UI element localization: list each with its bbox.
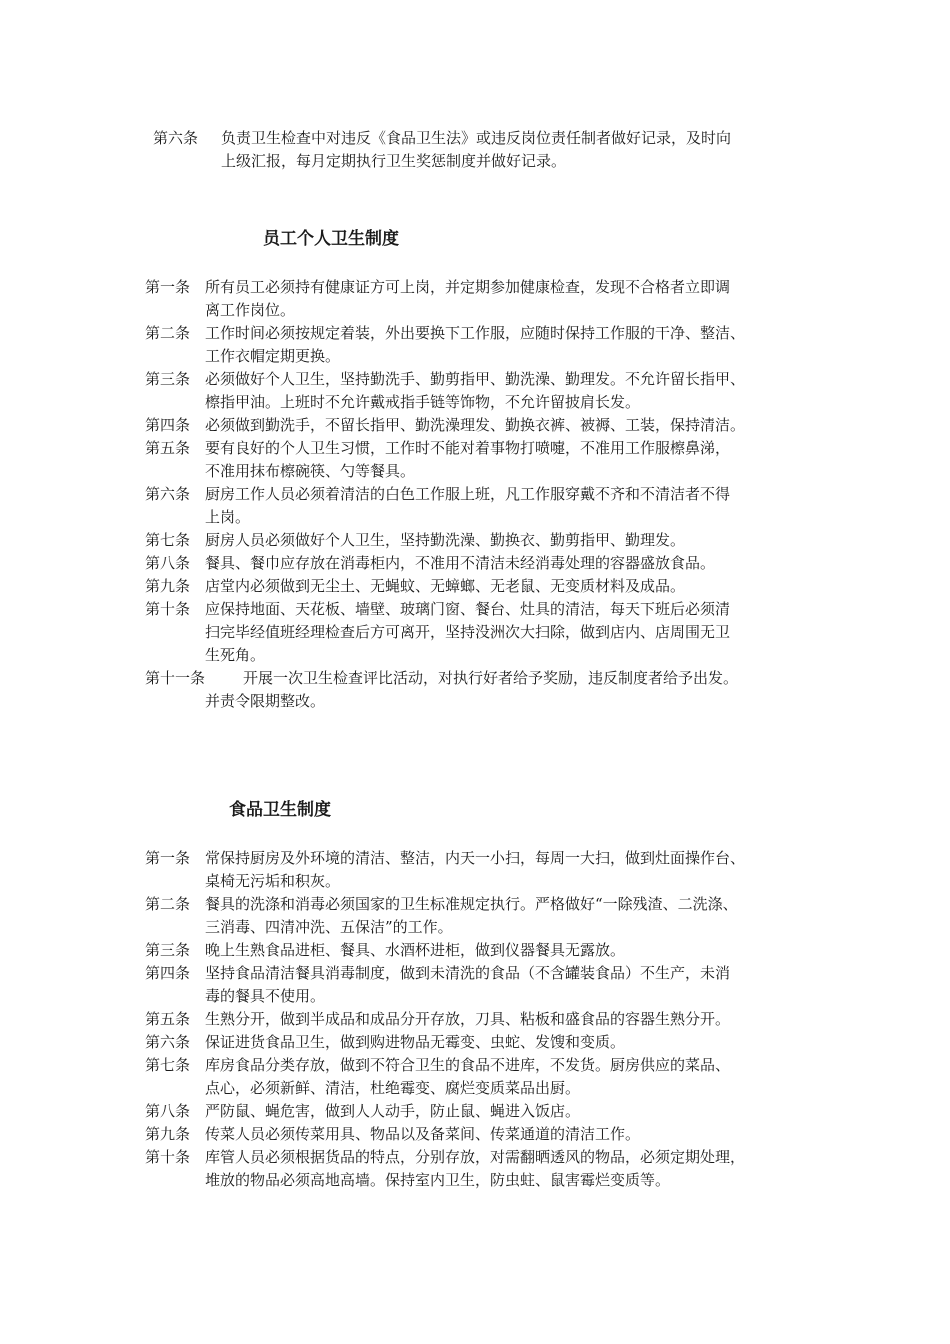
- article-number: 第四条: [145, 416, 191, 434]
- article-text: 所有员工必须持有健康证方可上岗，并定期参加健康检查，发现不合格者立即调: [205, 278, 731, 296]
- intro-article: [153, 127, 731, 173]
- article-text: 库房食品分类存放，做到不符合卫生的食品不进库，不发货。厨房供应的菜品、: [205, 1056, 731, 1074]
- article: [145, 667, 745, 713]
- article: [145, 529, 745, 552]
- article-text: 应保持地面、天花板、墙壁、玻璃门窗、餐台、灶具的清洁，每天下班后必须清: [205, 600, 731, 618]
- article: [145, 322, 745, 368]
- article-text: 上岗。: [205, 508, 251, 526]
- article-text: 开展一次卫生检查评比活动，对执行好者给予奖励，违反制度者给予出发。: [243, 669, 739, 687]
- article-text: 坚持食品清洁餐具消毒制度，做到未清洗的食品（不含罐装食品）不生产，未消: [205, 964, 731, 982]
- article-text: 必须做好个人卫生，坚持勤洗手、勤剪指甲、勤洗澡、勤理发。不允许留长指甲、: [205, 370, 746, 388]
- article: [145, 276, 745, 322]
- article-number: 第七条: [145, 531, 191, 549]
- article: [145, 598, 745, 667]
- article-number: 第十一条: [145, 669, 206, 687]
- article: [145, 483, 745, 529]
- article: [145, 1031, 745, 1054]
- article-number: 第二条: [145, 895, 191, 913]
- article-text: 店堂内必须做到无尘土、无蝇蚊、无蟑螂、无老鼠、无变质材料及成品。: [205, 577, 686, 595]
- article: [145, 939, 745, 962]
- article-text: 晚上生熟食品进柜、餐具、水酒杯进柜，做到仪器餐具无露放。: [205, 941, 626, 959]
- article-text: 厨房人员必须做好个人卫生，坚持勤洗澡、勤换衣、勤剪指甲、勤理发。: [205, 531, 686, 549]
- article: [145, 437, 745, 483]
- article-number: 第五条: [145, 1010, 191, 1028]
- article-text: 毒的餐具不使用。: [205, 987, 326, 1005]
- article-text: 桌椅无污垢和积灰。: [205, 872, 341, 890]
- section-articles: [145, 276, 745, 713]
- article-number: 第十条: [145, 1148, 191, 1166]
- article: [145, 893, 745, 939]
- article: [145, 1054, 745, 1100]
- section-articles: [145, 847, 745, 1192]
- article-text: 厨房工作人员必须着清洁的白色工作服上班，凡工作服穿戴不齐和不清洁者不得: [205, 485, 731, 503]
- article-text: 传菜人员必须传菜用具、物品以及备菜间、传菜通道的清洁工作。: [205, 1125, 641, 1143]
- article-text: 生熟分开，做到半成品和成品分开存放，刀具、粘板和盛食品的容器生熟分开。: [205, 1010, 731, 1028]
- article-text: 上级汇报，每月定期执行卫生奖惩制度并做好记录。: [221, 152, 567, 170]
- article-text: 三消毒、四清冲洗、五保洁”的工作。: [205, 918, 453, 936]
- article-number: 第二条: [145, 324, 191, 342]
- article-number: 第八条: [145, 1102, 191, 1120]
- article: [145, 1100, 745, 1123]
- article-number: 第七条: [145, 1056, 191, 1074]
- article-text: 堆放的物品必须高地高墙。保持室内卫生，防虫蛀、鼠害霉烂变质等。: [205, 1171, 671, 1189]
- article-text: 保证进货食品卫生，做到购进物品无霉变、虫蛇、发馊和变质。: [205, 1033, 626, 1051]
- article-text: 必须做到勤洗手，不留长指甲、勤洗澡理发、勤换衣裤、被褥、工装，保持清洁。: [205, 416, 746, 434]
- section-title: 员工个人卫生制度: [263, 229, 399, 249]
- article-number: 第三条: [145, 370, 191, 388]
- article-text: 要有良好的个人卫生习惯，工作时不能对着事物打喷嚏，不准用工作服檫鼻涕，: [205, 439, 731, 457]
- article-text: 并责令限期整改。: [205, 692, 326, 710]
- article: [145, 847, 745, 893]
- article: [145, 1146, 745, 1192]
- article-number: 第三条: [145, 941, 191, 959]
- article: [145, 368, 745, 414]
- article-text: 严防鼠、蝇危害，做到人人动手，防止鼠、蝇进入饭店。: [205, 1102, 581, 1120]
- article-number: 第六条: [153, 129, 199, 147]
- article-text: 工作时间必须按规定着装，外出要换下工作服，应随时保持工作服的干净、整洁、: [205, 324, 746, 342]
- article-number: 第一条: [145, 278, 191, 296]
- article-number: 第六条: [145, 1033, 191, 1051]
- article-text: 餐具、餐巾应存放在消毒柜内，不准用不清洁未经消毒处理的容器盛放食品。: [205, 554, 716, 572]
- article-text: 库管人员必须根据货品的特点，分别存放，对需翻晒透风的物品，必须定期处理，: [205, 1148, 746, 1166]
- article-text: 扫完毕经值班经理检查后方可离开，坚持没洲次大扫除，做到店内、店周围无卫: [205, 623, 731, 641]
- article-text: 离工作岗位。: [205, 301, 296, 319]
- article-number: 第十条: [145, 600, 191, 618]
- article-number: 第九条: [145, 1125, 191, 1143]
- article-number: 第五条: [145, 439, 191, 457]
- article-number: 第一条: [145, 849, 191, 867]
- article-number: 第八条: [145, 554, 191, 572]
- article: [145, 962, 745, 1008]
- article: [145, 1123, 745, 1146]
- article-text: 工作衣帽定期更换。: [205, 347, 341, 365]
- article-text: 檫指甲油。上班时不允许戴戒指手链等饰物，不允许留披肩长发。: [205, 393, 641, 411]
- article-number: 第九条: [145, 577, 191, 595]
- section-title: 食品卫生制度: [229, 800, 331, 820]
- article: [145, 1008, 745, 1031]
- article-number: 第四条: [145, 964, 191, 982]
- article-number: 第六条: [145, 485, 191, 503]
- article-text: 餐具的洗涤和消毒必须国家的卫生标准规定执行。严格做好“一除残渣、二洗涤、: [205, 895, 738, 913]
- article: [145, 575, 745, 598]
- article-text: 不准用抹布檫碗筷、勺等餐具。: [205, 462, 416, 480]
- article-text: 负责卫生检查中对违反《食品卫生法》或违反岗位责任制者做好记录，及时向: [221, 129, 732, 147]
- article: [145, 414, 745, 437]
- article-text: 常保持厨房及外环境的清洁、整洁，内天一小扫，每周一大扫，做到灶面操作台、: [205, 849, 746, 867]
- article: [145, 552, 745, 575]
- article-text: 生死角。: [205, 646, 266, 664]
- article-text: 点心，必须新鲜、清洁，杜绝霉变、腐烂变质菜品出厨。: [205, 1079, 581, 1097]
